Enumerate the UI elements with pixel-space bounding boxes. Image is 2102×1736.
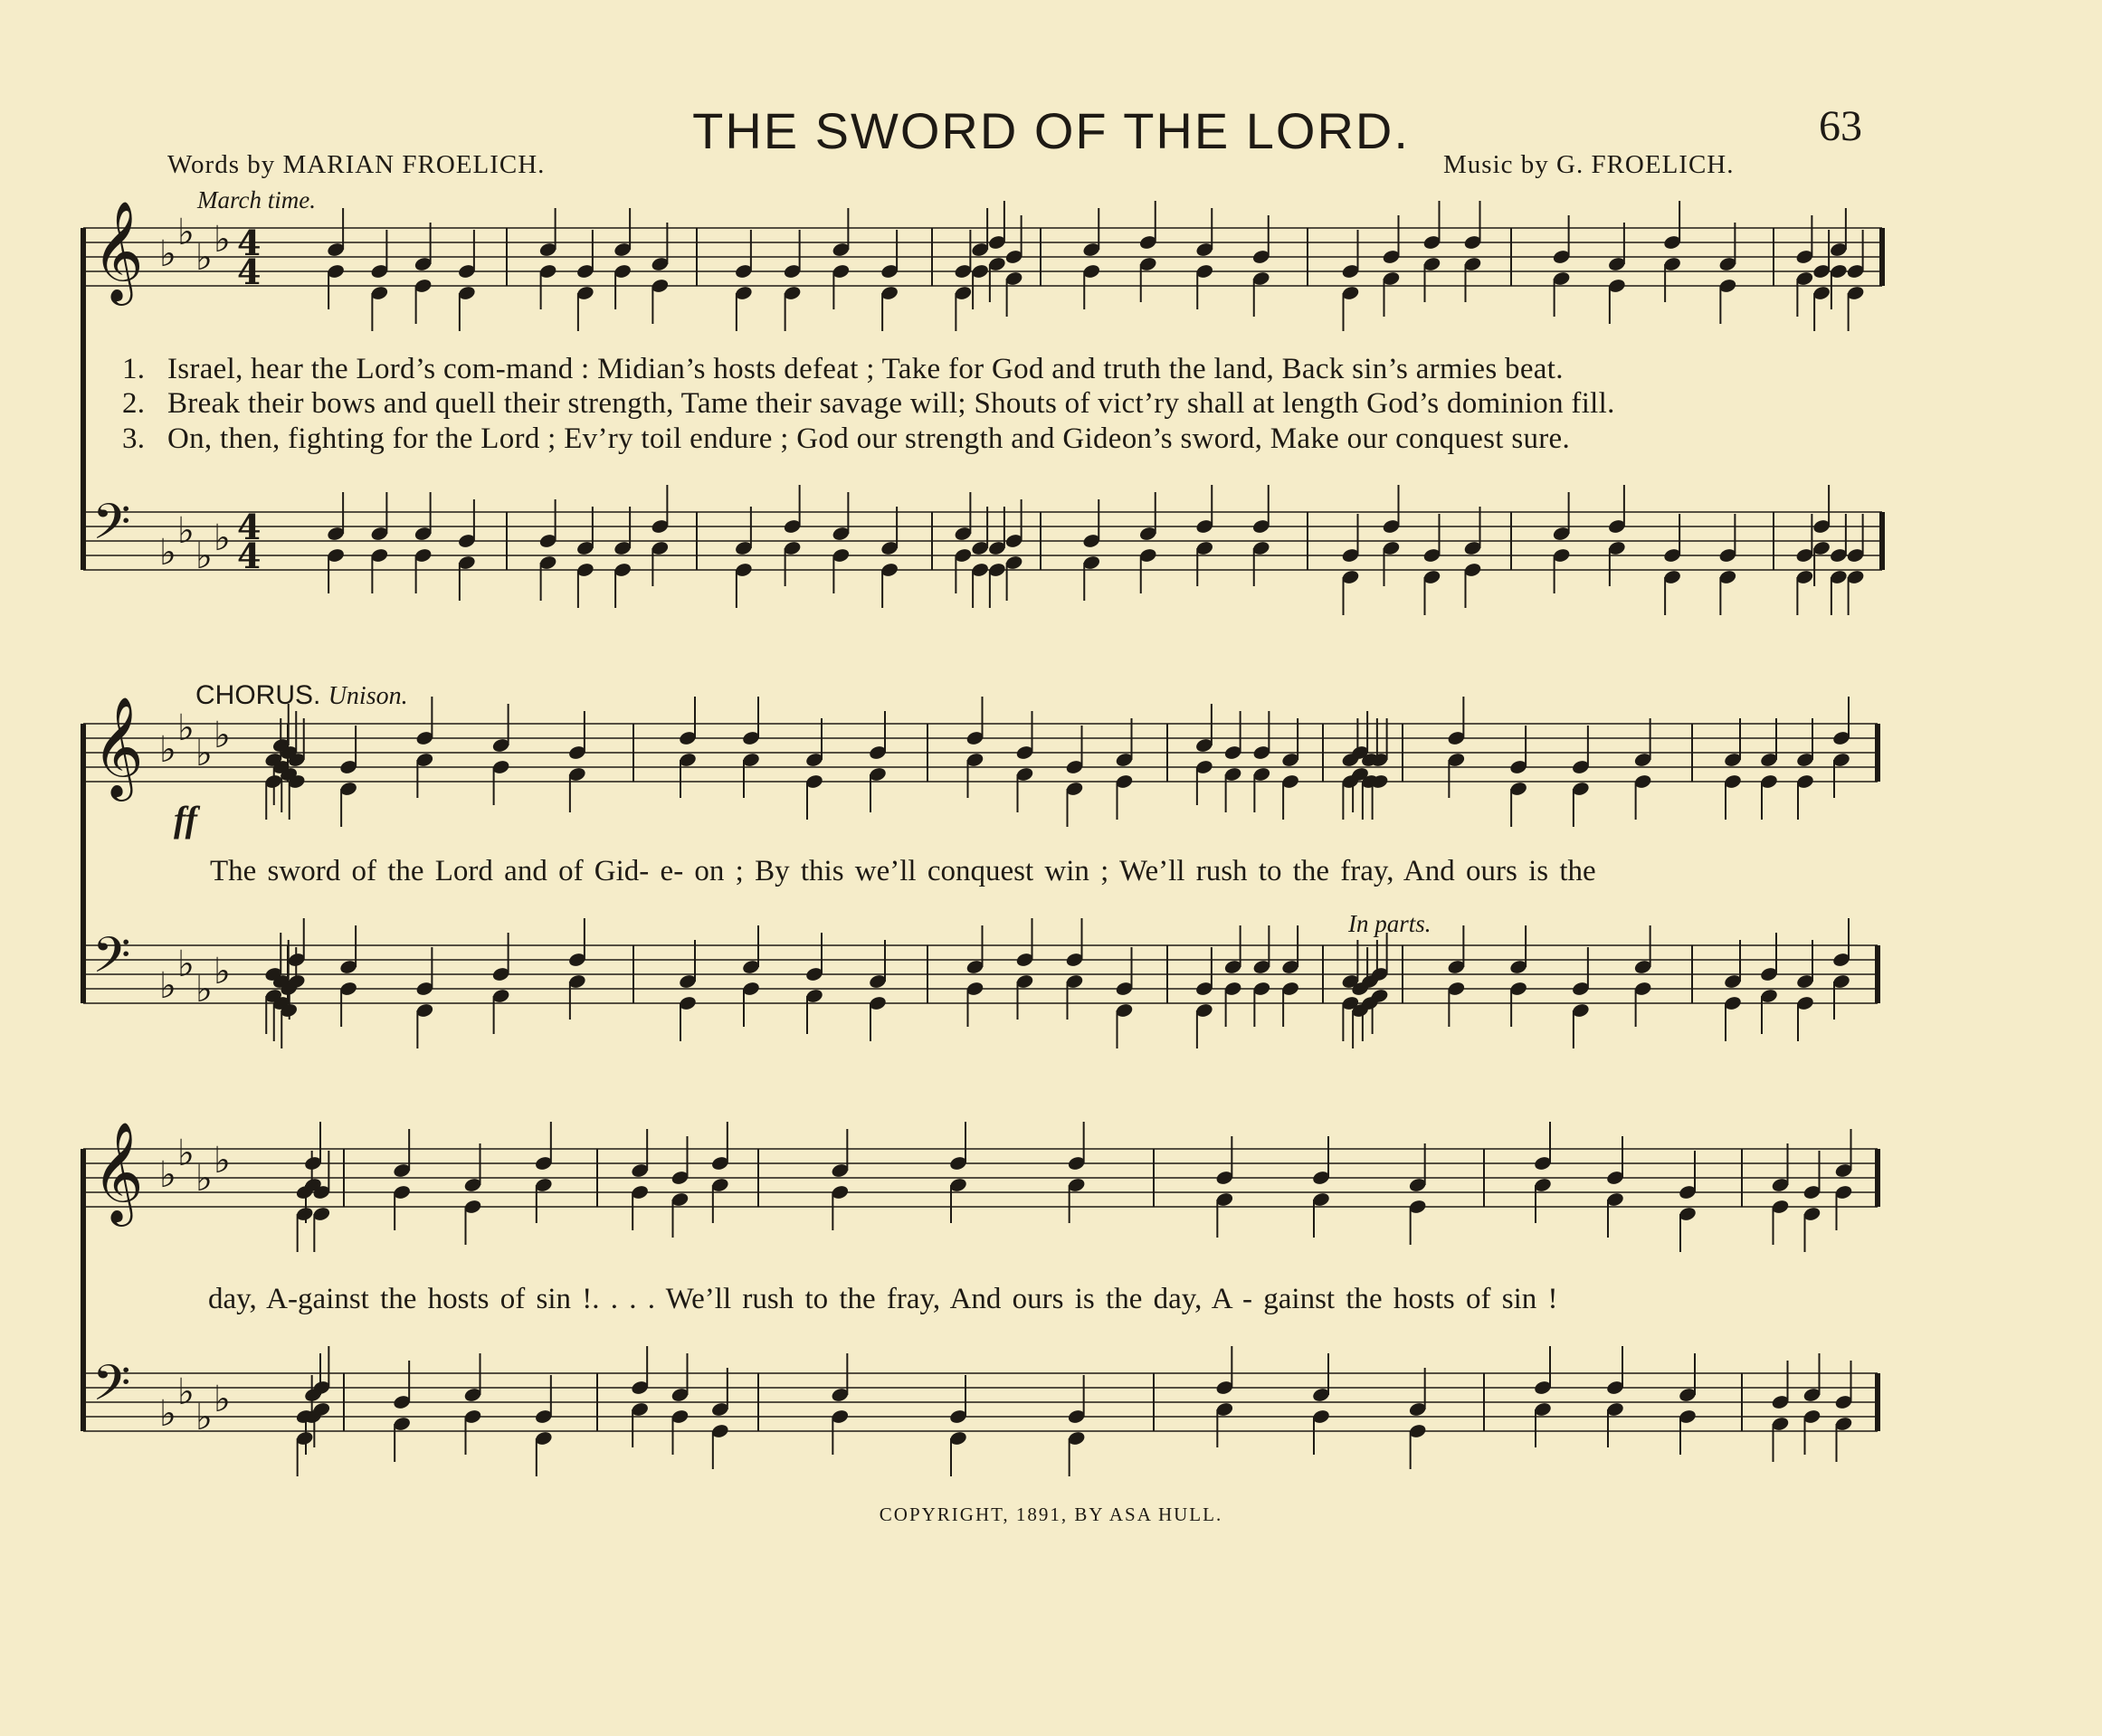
words-credit: Words by MARIAN FROELICH.	[167, 150, 546, 179]
flat-icon: ♭	[159, 729, 176, 771]
treble-clef-icon: 𝄞	[92, 200, 144, 301]
verse-number: 2.	[122, 387, 146, 420]
dynamic-marking: ff	[174, 799, 197, 840]
in-parts-marking: In parts.	[1348, 910, 1431, 937]
verse-text: On, then, fighting for the Lord ; Ev’ry toil endure ; God our strength and Gideon’s sword, Make our conquest sure.	[167, 422, 1571, 455]
flat-icon: ♭	[177, 510, 195, 552]
flat-icon: ♭	[214, 715, 231, 756]
flat-icon: ♭	[195, 237, 213, 279]
time-signature-digit: 4	[237, 251, 262, 292]
flat-icon: ♭	[159, 1154, 176, 1196]
flat-icon: ♭	[159, 1393, 176, 1435]
copyright-notice: COPYRIGHT, 1891, BY ASA HULL.	[879, 1504, 1223, 1525]
bass-clef-icon: 𝄢	[92, 493, 131, 563]
flat-icon: ♭	[195, 1397, 213, 1438]
page-number: 63	[1819, 102, 1862, 150]
flat-icon: ♭	[214, 951, 231, 992]
flat-icon: ♭	[214, 219, 231, 261]
flat-icon: ♭	[195, 733, 213, 774]
chorus-lyric-line-1: The sword of the Lord and of Gid- e- on ; By this we’ll conquest win ; We’ll rush to the fray, And ours is the	[210, 855, 1596, 887]
flat-icon: ♭	[195, 536, 213, 577]
flat-icon: ♭	[177, 707, 195, 749]
verse-number: 3.	[122, 422, 146, 455]
treble-clef-icon: 𝄞	[92, 696, 144, 797]
treble-clef-icon: 𝄞	[92, 1121, 144, 1222]
verse-text: Israel, hear the Lord’s com-mand : Midian’s hosts defeat ; Take for God and truth the land, Back sin’s armies beat.	[167, 353, 1564, 385]
flat-icon: ♭	[159, 965, 176, 1007]
flat-icon: ♭	[214, 517, 231, 559]
music-credit: Music by G. FROELICH.	[1443, 150, 1735, 179]
flat-icon: ♭	[177, 944, 195, 985]
time-signature-digit: 4	[237, 507, 262, 547]
flat-icon: ♭	[214, 1140, 231, 1181]
flat-icon: ♭	[195, 1158, 213, 1200]
flat-icon: ♭	[177, 1371, 195, 1413]
time-signature-digit: 4	[237, 223, 262, 263]
flat-icon: ♭	[159, 233, 176, 275]
verse-text: Break their bows and quell their strength, Tame their savage will; Shouts of vict’ry shall at length God’s dominion fill.	[167, 387, 1615, 420]
hymn-title: THE SWORD OF THE LORD.	[692, 102, 1410, 159]
chorus-heading: CHORUS.	[195, 680, 321, 710]
time-signature-digit: 4	[237, 536, 262, 576]
verse-number: 1.	[122, 353, 146, 385]
flat-icon: ♭	[159, 532, 176, 574]
bass-clef-icon: 𝄢	[92, 1354, 131, 1424]
flat-icon: ♭	[177, 212, 195, 253]
chorus-lyric-line-2: day, A-gainst the hosts of sin !. . . . We’ll rush to the fray, And ours is the day, A - gainst the hosts of sin !	[208, 1283, 1558, 1315]
flat-icon: ♭	[177, 1133, 195, 1174]
tempo-marking: March time.	[197, 186, 316, 213]
unison-marking: Unison.	[328, 682, 408, 710]
flat-icon: ♭	[195, 969, 213, 1010]
bass-clef-icon: 𝄢	[92, 926, 131, 996]
flat-icon: ♭	[214, 1379, 231, 1420]
